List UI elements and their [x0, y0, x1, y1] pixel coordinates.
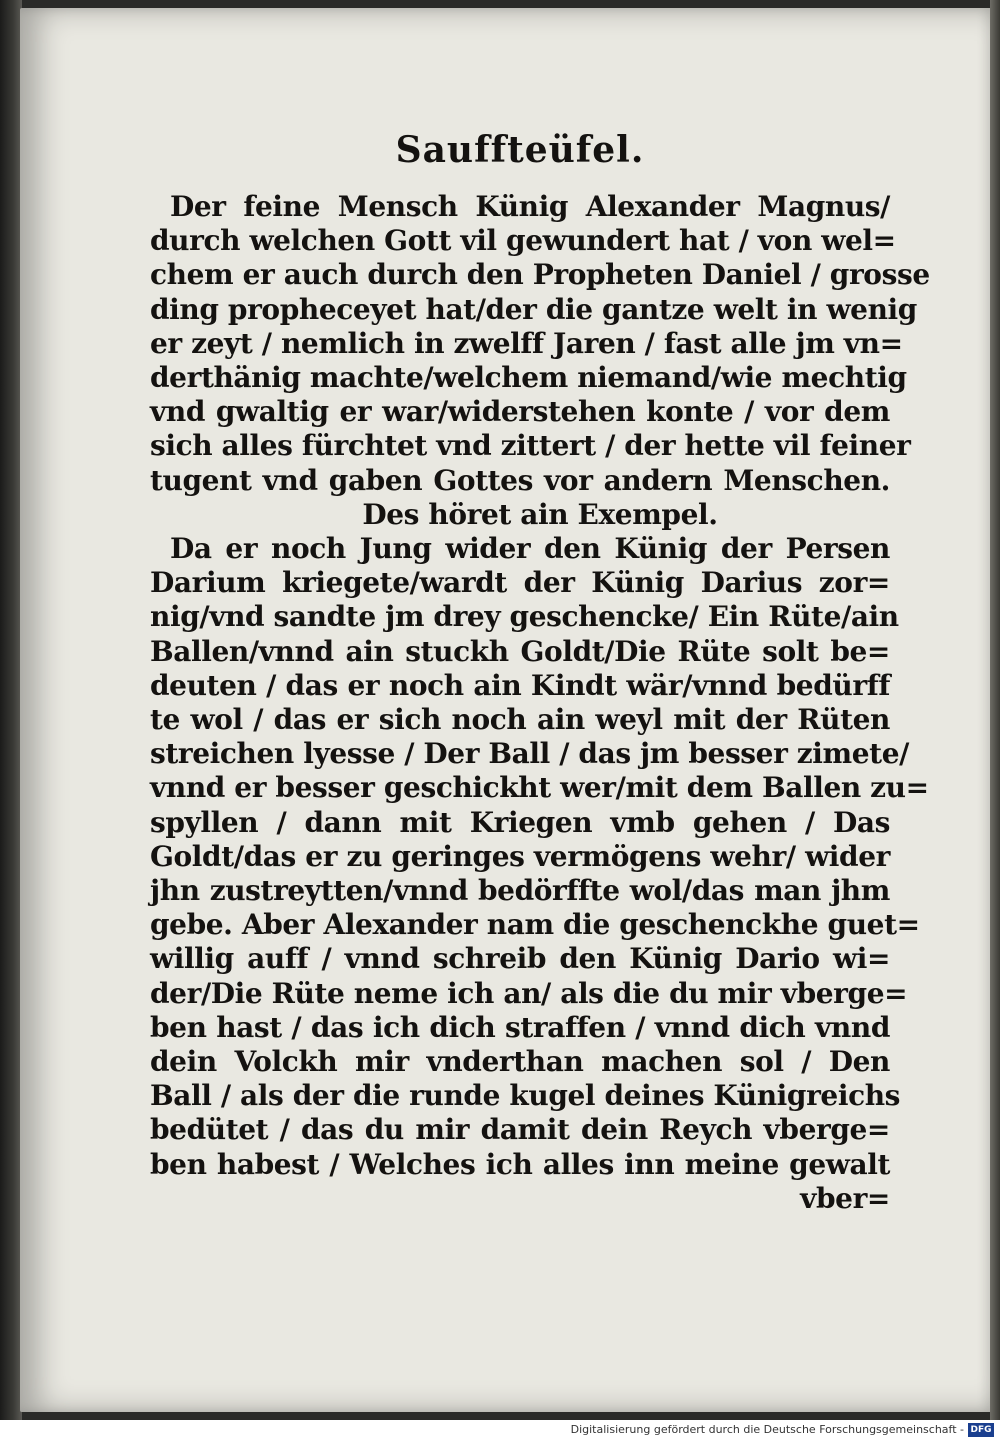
text-line: chem er auch durch den Propheten Daniel / grosse [150, 258, 930, 292]
text-line: streichen lyesse / Der Ball / das jm besser zimete/ [150, 737, 909, 771]
text-line: gebe. Aber Alexander nam die geschenckhe guet= [150, 908, 920, 942]
text-line: er zeyt / nemlich in zwelff Jaren / fast alle jm vn= [150, 326, 903, 360]
text-line: jhn zustreytten/vnnd bedörffte wol/das man jhm [150, 874, 890, 908]
text-line: Da er noch Jung wider den Künig der Persen [170, 532, 890, 566]
text-line: dein Volckh mir vnderthan machen sol / Den [150, 1045, 890, 1079]
text-block [150, 118, 930, 1216]
text-line: vnnd er besser geschickht wer/mit dem Ballen zu= [150, 771, 929, 805]
catchword: vber= [800, 1181, 890, 1215]
page-edge [990, 0, 1000, 1420]
text-line: sich alles fürchtet vnd zittert / der hette vil feiner [150, 429, 911, 463]
text-line: Darium kriegete/wardt der Künig Darius zor= [150, 566, 890, 600]
text-line: te wol / das er sich noch ain weyl mit der Rüten [150, 703, 890, 737]
text-line: tugent vnd gaben Gottes vor andern Menschen. [150, 463, 890, 497]
footer-bar [0, 1420, 1000, 1441]
text-line: ben habest / Welches ich alles inn meine gewalt [150, 1147, 890, 1181]
text-line: ding propheceyet hat/der die gantze welt in wenig [150, 292, 917, 326]
text-line: Ball / als der die runde kugel deines Künigreichs [150, 1079, 901, 1113]
text-line: willig auff / vnnd schreib den Künig Dario wi= [150, 942, 890, 976]
text-line: bedütet / das du mir damit dein Reych vberge= [150, 1113, 890, 1147]
text-line: ben hast / das ich dich straffen / vnnd dich vnnd [150, 1010, 890, 1044]
book-binding [0, 0, 22, 1420]
text-line: durch welchen Gott vil gewundert hat / von wel= [150, 224, 896, 258]
text-line: derthänig machte/welchem niemand/wie mechtig [150, 361, 907, 395]
text-line: Goldt/das er zu geringes vermögens wehr/ wider [150, 839, 890, 873]
text-line: nig/vnd sandte jm drey geschencke/ Ein Rüte/ain [150, 600, 899, 634]
text-line: spyllen / dann mit Kriegen vmb gehen / Das [150, 805, 890, 839]
funding-credit: Digitalisierung gefördert durch die Deutsche Forschungsgemeinschaft - [570, 1423, 964, 1436]
running-head: Saufftеüfel. [395, 129, 645, 171]
text-line: deuten / das er noch ain Kindt wär/vnnd bedürff [150, 668, 890, 702]
book-page [20, 8, 992, 1412]
dfg-logo[interactable]: DFG [968, 1423, 994, 1437]
text-line: Ballen/vnnd ain stuckh Goldt/Die Rüte solt be= [150, 634, 890, 668]
section-subheading: Des höret ain Exempel. [362, 497, 718, 531]
text-line: Der feine Mensch Künig Alexander Magnus/ [170, 190, 890, 223]
text-line: vnd gwaltig er war/widerstehen konte / vor dem [150, 395, 890, 429]
text-line: der/Die Rüte neme ich an/ als die du mir vberge= [150, 976, 908, 1010]
